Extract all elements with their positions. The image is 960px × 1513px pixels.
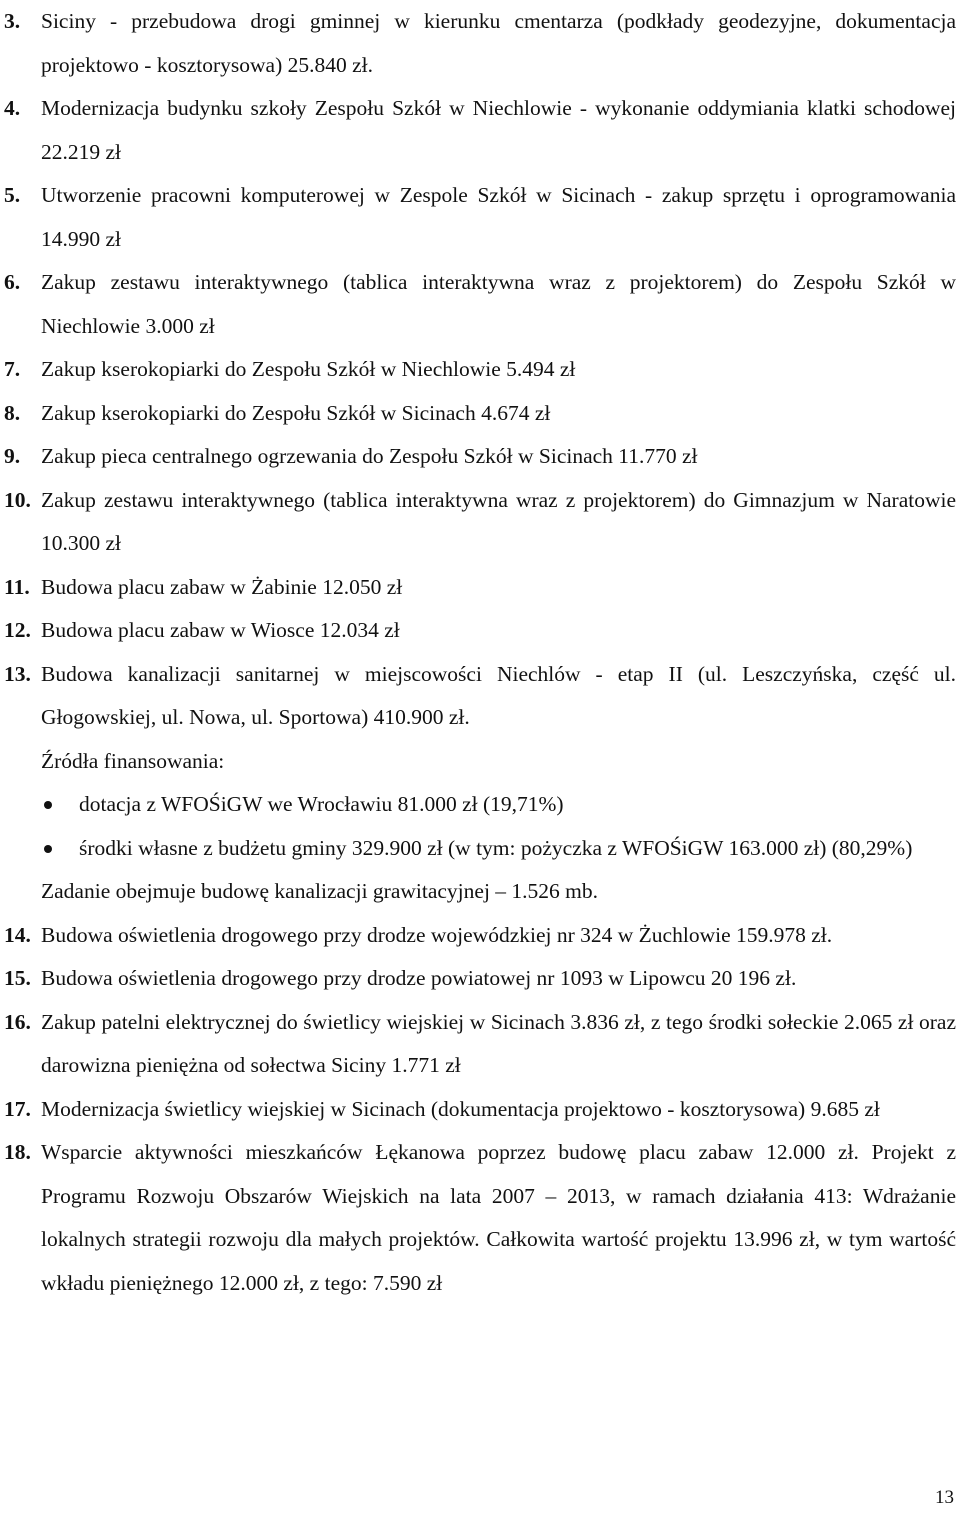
item-number: 12. (4, 618, 31, 642)
bullet-text: środki własne z budżetu gminy 329.900 zł (w tym: pożyczka z WFOŚiGW 163.000 zł) (80,29%) (79, 835, 913, 860)
item-text: Zakup pieca centralnego ogrzewania do Zespołu Szkół w Sicinach 11.770 zł (41, 444, 698, 468)
item-number: 6. (4, 270, 21, 294)
item-text: Zakup kserokopiarki do Zespołu Szkół w Sicinach 4.674 zł (41, 400, 551, 425)
financing-heading: Źródła finansowania: (41, 748, 225, 773)
item-number: 10. (4, 487, 31, 512)
item-text: Zakup patelni elektrycznej do świetlicy wiejskiej w Sicinach 3.836 zł, z tego środki sołeckie 2.065 zł oraz darowizna pieniężna od sołectwa Siciny 1.771 zł (41, 1009, 956, 1077)
list-item (0, 1001, 960, 1088)
item-text: Wsparcie aktywności mieszkańców Łękanowa poprzez budowę placu zabaw 12.000 zł. Projekt z Programu Rozwoju Obszarów Wiejskich na lata 2007 – 2013, w ramach działania 413: Wdrażanie lokalnych strategii rozwoju dla małych projektów. Całkowita wartość projektu 13.996 zł, w tym wartość wkładu pieniężnego 12.000 zł, z tego: 7.590 zł (41, 1140, 956, 1295)
financing-note: Zadanie obejmuje budowę kanalizacji grawitacyjnej – 1.526 mb. (41, 879, 599, 903)
list-item (0, 653, 960, 740)
item-number: 15. (4, 966, 31, 990)
list-item (0, 261, 960, 348)
item-text: Modernizacja budynku szkoły Zespołu Szkół w Niechlowie - wykonanie oddymiania klatki schodowej 22.219 zł (41, 96, 956, 164)
item-text: Siciny - przebudowa drogi gminnej w kierunku cmentarza (podkłady geodezyjne, dokumentacja projektowo - kosztorysowa) 25.840 zł. (41, 9, 956, 77)
page-number: 13 (935, 1487, 954, 1508)
item-text: Zakup zestawu interaktywnego (tablica interaktywna wraz z projektorem) do Gimnazjum w Naratowie 10.300 zł (41, 487, 956, 555)
item-number: 7. (4, 357, 21, 381)
bullet-dot-icon (44, 801, 52, 809)
list-item (0, 1131, 960, 1305)
list-item (0, 174, 960, 261)
list-item (0, 348, 960, 392)
list-item (0, 0, 960, 87)
list-item (0, 392, 960, 436)
financing-list (0, 783, 960, 870)
bullet-text: dotacja z WFOŚiGW we Wrocławiu 81.000 zł (19,71%) (79, 792, 564, 816)
item-number: 9. (4, 444, 21, 468)
list-item (0, 914, 960, 958)
item-number: 3. (4, 9, 21, 33)
item-text: Budowa oświetlenia drogowego przy drodze wojewódzkiej nr 324 w Żuchlowie 159.978 zł. (41, 922, 833, 947)
item-text: Modernizacja świetlicy wiejskiej w Sicinach (dokumentacja projektowo - kosztorysowa) 9.685 zł (41, 1096, 880, 1121)
bullet-dot-icon (44, 845, 52, 853)
item-number: 5. (4, 183, 21, 207)
item-text: Utworzenie pracowni komputerowej w Zespole Szkół w Sicinach - zakup sprzętu i oprogramowania 14.990 zł (41, 183, 956, 251)
item-text: Budowa placu zabaw w Wiosce 12.034 zł (41, 618, 400, 642)
item-text: Zakup zestawu interaktywnego (tablica interaktywna wraz z projektorem) do Zespołu Szkół w Niechlowie 3.000 zł (41, 270, 956, 338)
item-text: Budowa kanalizacji sanitarnej w miejscowości Niechlów - etap II (ul. Leszczyńska, część ul. Głogowskiej, ul. Nowa, ul. Sportowa) 410.900 zł. (41, 661, 956, 729)
list-item (0, 957, 960, 1001)
list-item (0, 566, 960, 610)
item-number: 16. (4, 1009, 31, 1034)
item-number: 18. (4, 1140, 31, 1164)
item-number: 8. (4, 400, 21, 425)
item-text: Zakup kserokopiarki do Zespołu Szkół w Niechlowie 5.494 zł (41, 357, 576, 381)
item-number: 14. (4, 922, 31, 947)
item-text: Budowa oświetlenia drogowego przy drodze powiatowej nr 1093 w Lipowcu 20 196 zł. (41, 966, 797, 990)
item-number: 4. (4, 96, 21, 120)
item-number: 13. (4, 661, 31, 686)
financing-bullet (0, 827, 960, 871)
item-text: Budowa placu zabaw w Żabinie 12.050 zł (41, 574, 403, 599)
list-item (0, 609, 960, 653)
list-item (0, 479, 960, 566)
financing-bullet (0, 783, 960, 827)
item-number: 11. (4, 574, 30, 599)
item-number: 17. (4, 1096, 31, 1121)
list-item (0, 1088, 960, 1132)
list-item (0, 87, 960, 174)
list-item (0, 435, 960, 479)
